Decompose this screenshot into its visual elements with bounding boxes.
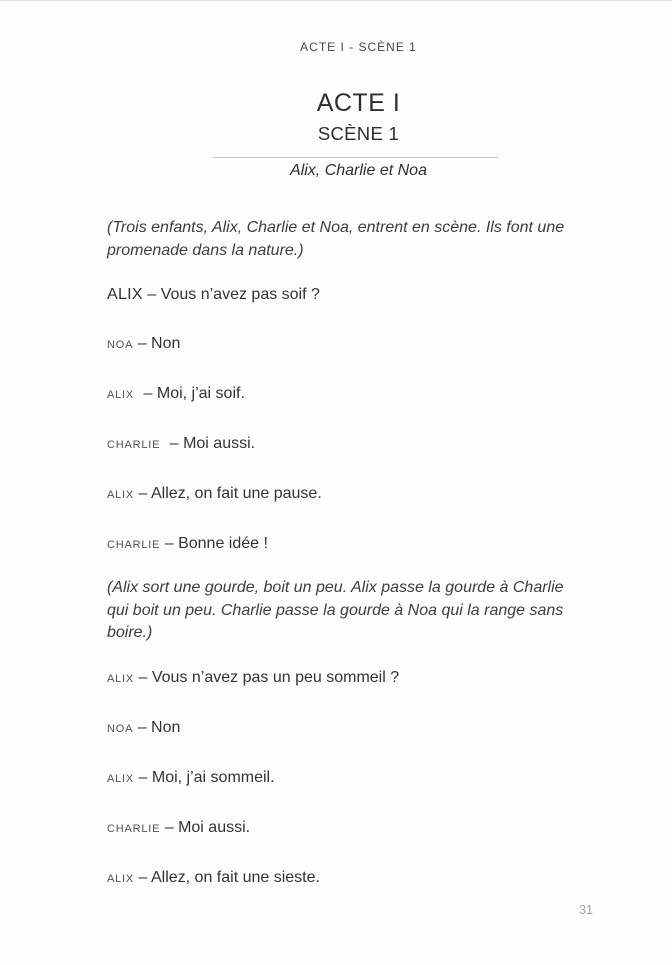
- dialogue-text: – Vous n’avez pas soif ?: [147, 286, 320, 303]
- speaker-name: ALIX: [107, 772, 135, 785]
- cast-list: Alix, Charlie et Noa: [290, 162, 427, 179]
- dialogue-line: [107, 434, 255, 455]
- dialogue-line: [107, 768, 275, 789]
- dialogue-text: – Allez, on fait une pause.: [138, 485, 322, 502]
- stage-direction-line: (Trois enfants, Alix, Charlie et Noa, entrent en scène. Ils font une: [107, 219, 565, 236]
- stage-direction-line: qui boit un peu. Charlie passe la gourde à Noa qui la range sans: [107, 601, 564, 619]
- dialogue-line: [107, 718, 180, 739]
- dialogue-line: [107, 285, 320, 305]
- dialogue-line: [107, 668, 399, 689]
- dialogue-line: [107, 334, 180, 355]
- scene-title: SCÈNE 1: [317, 123, 400, 144]
- dialogue-text: – Non: [137, 335, 181, 352]
- dialogue-line: [107, 868, 320, 889]
- dialogue-text: – Bonne idée !: [164, 535, 268, 552]
- speaker-name: ALIX: [107, 872, 135, 885]
- speaker-name: NOA: [107, 722, 134, 735]
- page-number: 31: [579, 903, 593, 917]
- speaker-name: CHARLIE: [107, 822, 161, 835]
- dialogue-text: – Allez, on fait une sieste.: [138, 868, 320, 886]
- dialogue-line: [107, 818, 250, 839]
- stage-direction: [107, 217, 564, 262]
- dialogue-text: – Moi, j’ai sommeil.: [138, 768, 275, 786]
- speaker-name: CHARLIE: [107, 439, 161, 451]
- dialogue-line: [107, 384, 245, 405]
- act-title: ACTE I: [316, 89, 401, 117]
- speaker-name: NOA: [107, 339, 134, 351]
- dialogue-text: – Moi aussi.: [164, 818, 251, 836]
- text-column: [107, 0, 610, 965]
- dialogue-text: – Non: [137, 718, 181, 736]
- dialogue-text: – Vous n’avez pas un peu sommeil ?: [138, 668, 400, 686]
- speaker-name: ALIX: [107, 672, 135, 685]
- running-header: ACTE I - SCÈNE 1: [300, 40, 417, 54]
- dialogue-text: – Moi, j’ai soif.: [143, 385, 245, 402]
- speaker-name: CHARLIE: [107, 539, 161, 551]
- dialogue-text: – Moi aussi.: [169, 435, 256, 452]
- stage-direction-line: promenade dans la nature.): [107, 241, 304, 259]
- speaker-name: ALIX: [107, 389, 135, 401]
- speaker-name: ALIX: [107, 489, 135, 501]
- stage-direction-line: boire.): [107, 624, 153, 641]
- stage-direction-line: (Alix sort une gourde, boit un peu. Alix passe la gourde à Charlie: [107, 579, 564, 596]
- dialogue-line: [107, 534, 268, 555]
- scene-divider-rule: [213, 157, 498, 158]
- stage-direction: [107, 577, 564, 645]
- dialogue-line: [107, 484, 322, 505]
- speaker-name: ALIX: [107, 286, 143, 303]
